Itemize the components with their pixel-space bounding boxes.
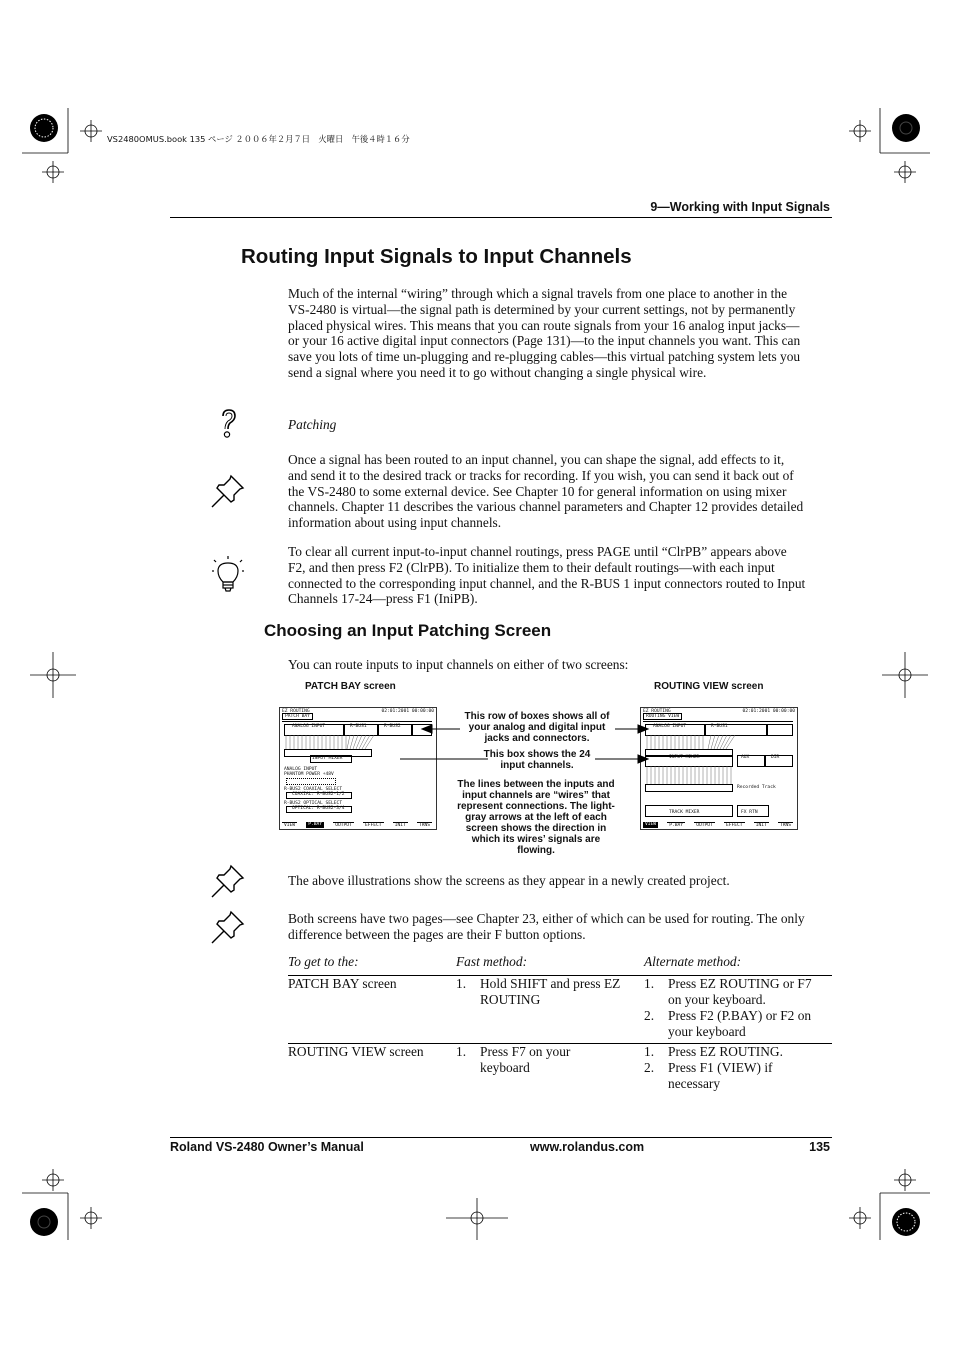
step-text: Press F1 (VIEW) if necessary (668, 1060, 773, 1091)
routing-table (288, 954, 832, 1094)
table-cell-target: PATCH BAY screen (288, 976, 397, 991)
callout-inputs: This row of boxes shows all of your analog and digital input jacks and connectors. (464, 711, 610, 744)
lcd-fkey: TRNS (779, 823, 791, 828)
figure-right-title: ROUTING VIEW screen (654, 681, 764, 692)
step-number: 2. (644, 1060, 655, 1075)
lcd-analog-label: ANALOG INPUT (292, 724, 326, 729)
footer-rule (170, 1137, 832, 1138)
intro-paragraph: Much of the internal “wiring” through which a signal travels from one place to another in the VS-2480 is virtual—the signal path is determined by your current settings, not by permanently placed physical wires. This means that you can route signals from your 16 analog input jacks—or your 16 active digital input connectors (Page 131)—to the input channels you want. This can save you lots of time un-plugging and re-plugging cables—this virtual patching system lets you send a signal where you need it to go without changing a single physical wire. (288, 286, 801, 380)
lcd-fkey: EFFECT (364, 823, 382, 828)
lcd-dir-label: DIR (771, 755, 780, 760)
lcd-line3b: COAXIAL: R-BUS2-1/2 (292, 792, 345, 797)
table-row (288, 976, 832, 1044)
footer-manual-title: Roland VS-2480 Owner’s Manual (170, 1140, 364, 1154)
pushpin-note-icon (209, 908, 247, 946)
lcd-subtitle: ROUTING VIEW (643, 713, 682, 720)
lcd-title: EZ ROUTING (643, 709, 671, 714)
lcd-fkey: VIEW (645, 822, 657, 827)
callout-channels: This box shows the 24 input channels. (483, 749, 591, 771)
lcd-date: 02:01:2001 00:00:00 (381, 709, 434, 714)
lcd-line4: R-BUS2 OPTICAL SELECT (284, 801, 343, 806)
page-number: 135 (809, 1140, 830, 1154)
lcd-date: 02:01:2001 00:00:00 (742, 709, 795, 714)
lcd-recorded-label: Recorded Track (737, 785, 776, 790)
figure-left-title: PATCH BAY screen (305, 681, 396, 692)
routing-view-screen (640, 707, 798, 830)
lcd-title: EZ ROUTING (282, 709, 310, 714)
print-header: VS2480OMUS.book 135 ページ ２００６年２月７日 火曜日 午後４時１６分 (107, 134, 410, 144)
lcd-mixer-label: INPUT MIXER (312, 756, 343, 761)
lcd-fkey: EFFECT (725, 823, 743, 828)
pushpin-note-icon (209, 472, 247, 510)
footer-url: www.rolandus.com (530, 1140, 645, 1154)
step-text: Press F7 on your keyboard (480, 1044, 571, 1075)
table-header: To get to the: (288, 954, 359, 969)
lcd-line4b: OPTICAL: R-BUS2-3/4 (292, 806, 345, 811)
table-header: Fast method: (456, 954, 528, 969)
table-header-row (288, 954, 832, 976)
sub-intro: You can route inputs to input channels on either of two screens: (288, 657, 629, 672)
step-number: 1. (644, 1044, 655, 1059)
main-heading: Routing Input Signals to Input Channels (241, 245, 632, 268)
lcd-fkey: OUTPUT (696, 823, 713, 828)
pushpin-note-icon (209, 862, 247, 900)
step-text: Press EZ ROUTING or F7 on your keyboard. (668, 976, 812, 1007)
tip-paragraph: To clear all current input-to-input channel routings, press PAGE until “ClrPB” appears above F2, and then press F2 (ClrPB). To initialize them to their default routings—with each input connected to the corresponding input channel, and the R-BUS 1 input connectors routed to Input Channels 17-24—press F1 (IniPB). (288, 544, 806, 607)
lcd-fkey: VIEW (284, 823, 296, 828)
note-paragraph-2: The above illustrations show the screens as they appear in a newly created project. (288, 873, 730, 888)
lcd-analog-label: ANALOG INPUT (653, 724, 687, 729)
note-paragraph-1: Once a signal has been routed to an input channel, you can shape the signal, add effects to it, and send it to the desired track or tracks for recording. If you wish, you can send it back out of the VS-2480 to some external device. See Chapter 10 for general information on using mixer channels. Chapter 11 describes the various channel parameters and Chapter 12 provides detailed information about using input channels. (288, 452, 804, 531)
question-icon (216, 408, 242, 440)
lcd-fx-label: FX RTN (741, 810, 758, 815)
lcd-track-label: TRACK MIXER (669, 810, 700, 815)
lcd-fkey: OUTPUT (335, 823, 352, 828)
callout-wires: The lines between the inputs and input channels are “wires” that represent connections. The light-gray arrows at the left of each screen shows the direction in which its wires’ signals are flowing. (457, 779, 615, 856)
running-header: 9—Working with Input Signals (650, 200, 830, 214)
step-number: 1. (644, 976, 655, 991)
lcd-fkey: P.BAY (308, 822, 323, 827)
lightbulb-tip-icon (212, 556, 244, 596)
lcd-rbus1-label: R-BUS1 (711, 724, 728, 729)
lcd-fkey: INIT (394, 823, 406, 828)
lcd-rbus2-label: R-BUS2 (384, 724, 401, 729)
step-number: 1. (456, 1044, 467, 1059)
lcd-subtitle: PATCH BAY (282, 713, 313, 720)
patching-label: Patching (288, 417, 337, 432)
step-text: Press F2 (P.BAY) or F2 on your keyboard (668, 1008, 812, 1039)
table-row (288, 1044, 832, 1094)
lcd-fkey: P.BAY (669, 823, 684, 828)
header-rule (170, 217, 832, 218)
lcd-fkey: TRNS (418, 823, 430, 828)
table-cell-target: ROUTING VIEW screen (288, 1044, 424, 1059)
sub-heading: Choosing an Input Patching Screen (264, 621, 552, 640)
note-paragraph-3: Both screens have two pages—see Chapter 23, either of which can be used for routing. The only difference between the pages are their F button options. (288, 911, 805, 942)
lcd-line3: R-BUS2 COAXIAL SELECT (284, 787, 343, 792)
lcd-line1: ANALOG INPUT (284, 767, 318, 772)
table-header: Alternate method: (644, 954, 742, 969)
step-number: 2. (644, 1008, 655, 1023)
step-number: 1. (456, 976, 467, 991)
step-text: Hold SHIFT and press EZ ROUTING (480, 976, 621, 1007)
step-text: Press EZ ROUTING. (668, 1044, 783, 1059)
lcd-rbus1-label: R-BUS1 (350, 724, 367, 729)
lcd-line2: PHANTOM POWER +48V (284, 772, 334, 777)
lcd-fkey: INIT (755, 823, 767, 828)
lcd-mixer-label: INPUT MIXER (669, 755, 700, 760)
lcd-aux-label: AUX (741, 755, 750, 760)
